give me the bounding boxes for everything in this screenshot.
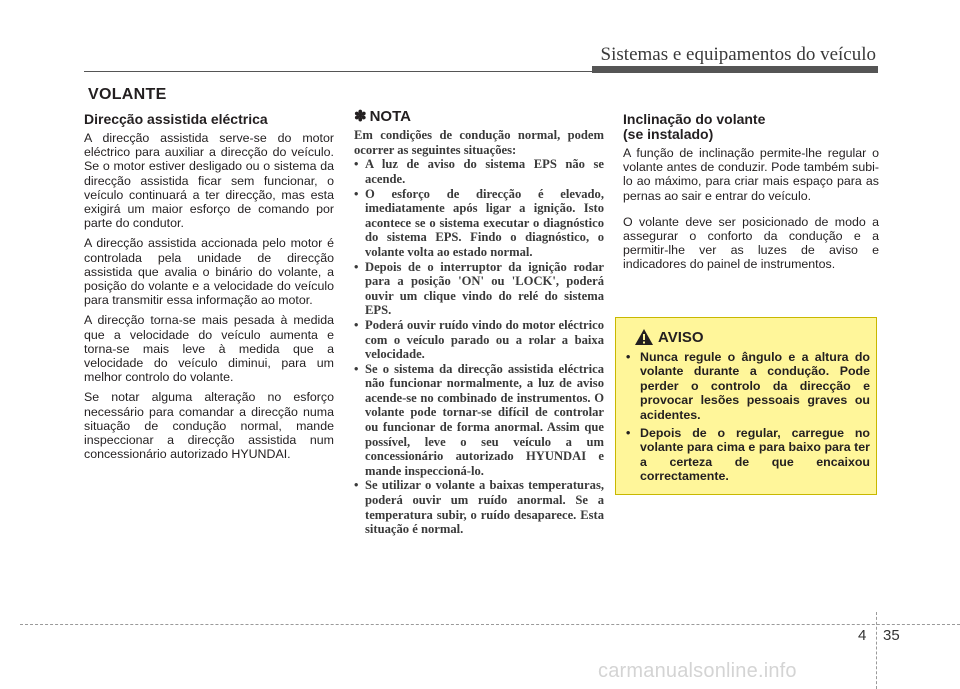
tilt-heading-line2: (se instalado) bbox=[623, 126, 714, 142]
paragraph: Se notar alguma alteração no esforço necessário para comandar a direcção numa situação de condução normal, mande inspeccionar a direcção assistida num concessionário autorizado HYUNDAI. bbox=[84, 390, 334, 462]
note-title bbox=[354, 110, 604, 124]
tilt-steering-heading bbox=[623, 112, 879, 142]
note-item: • A luz de aviso do sistema EPS não se acende. bbox=[354, 157, 604, 186]
note-title-text: NOTA bbox=[369, 108, 411, 125]
star-icon: ✽ bbox=[354, 108, 367, 125]
note-item: • Se utilizar o volante a baixas temperaturas, poderá ouvir um ruído anormal. Se a temperatura subir, o ruído desaparece. Esta situação é normal. bbox=[354, 478, 604, 536]
chapter-number: 4 bbox=[858, 627, 867, 644]
warning-item: • Nunca regule o ângulo e a altura do volante durante a condução. Pode perder o controlo da direcção e provocar lesões pessoais graves ou acidentes. bbox=[626, 350, 870, 422]
paragraph: O volante deve ser posicionado de modo a assegurar o conforto da condução e a permitir-lhe ver as luzes de aviso e indicadores do painel de instrumentos. bbox=[623, 214, 879, 272]
note-item: • Se o sistema da direcção assistida eléctrica não funcionar normalmente, a luz de aviso acende-se no combinado de instrumentos. O volante pode tornar-se difícil de controlar ou funcionar de forma anormal. Assim que possível, leve o seu veículo a um concessionário autorizado HYUNDAI e mande inspeccioná-lo. bbox=[354, 362, 604, 479]
footer-rule bbox=[20, 624, 960, 625]
watermark: carmanualsonline.info bbox=[598, 660, 797, 682]
header-title: Sistemas e equipamentos do veículo bbox=[600, 44, 876, 65]
note-body bbox=[354, 128, 604, 537]
column-tilt-steering bbox=[623, 112, 879, 284]
warning-header bbox=[634, 328, 704, 346]
tilt-heading-line1: Inclinação do volante bbox=[623, 111, 766, 127]
note-item: • O esforço de direcção é elevado, imediatamente após ligar a ignição. Isto acontece se o sistema executar o diagnóstico do sistema EPS. Findo o diagnóstico, o volante volta ao estado normal. bbox=[354, 187, 604, 260]
warning-list bbox=[626, 350, 870, 488]
paragraph: A função de inclinação permite-lhe regular o volante antes de conduzir. Pode também subi-lo ao máximo, para criar mais espaço para as pernas ao sair e entrar do veículo. bbox=[623, 146, 879, 203]
header-rule-bar bbox=[592, 66, 878, 73]
warning-title: AVISO bbox=[658, 328, 704, 346]
column-note bbox=[354, 110, 604, 537]
warning-box bbox=[615, 317, 877, 495]
footer-divider bbox=[876, 612, 877, 689]
note-item: • Depois de o interruptor da ignição rodar para a posição 'ON' ou 'LOCK', poderá ouvir um clique vindo do relé do sistema EPS. bbox=[354, 260, 604, 318]
paragraph: A direcção torna-se mais pesada à medida que a velocidade do veículo aumenta e torna-se mais leve à medida que a velocidade do veículo diminui, para um melhor controlo do volante. bbox=[84, 313, 334, 385]
paragraph: A direcção assistida serve-se do motor eléctrico para auxiliar a direcção do veículo. Se o motor estiver desligado ou o sistema da direcção assistida ficar sem funcionar, o veículo continuará a ter direcção, mas esta exigirá um maior esforço de comando por parte do condutor. bbox=[84, 131, 334, 231]
note-intro: Em condições de condução normal, podem ocorrer as seguintes situações: bbox=[354, 128, 604, 157]
section-title: VOLANTE bbox=[88, 86, 167, 103]
note-item: • Poderá ouvir ruído vindo do motor eléctrico com o veículo parado ou a rolar a baixa velocidade. bbox=[354, 318, 604, 362]
column-electric-steering bbox=[84, 112, 334, 467]
warning-item: • Depois de o regular, carregue no volante para cima e para baixo para ter a certeza de que encaixou correctamente. bbox=[626, 426, 870, 484]
page-number: 35 bbox=[883, 627, 900, 644]
note-list bbox=[354, 157, 604, 536]
warning-triangle-icon bbox=[634, 328, 654, 346]
paragraph: A direcção assistida accionada pelo motor é controlada pela unidade de direcção assistida que avalia o binário do volante, a posição do volante e a velocidade do veículo para transmitir essa informação ao motor. bbox=[84, 236, 334, 308]
electric-steering-heading: Direcção assistida eléctrica bbox=[84, 111, 268, 127]
